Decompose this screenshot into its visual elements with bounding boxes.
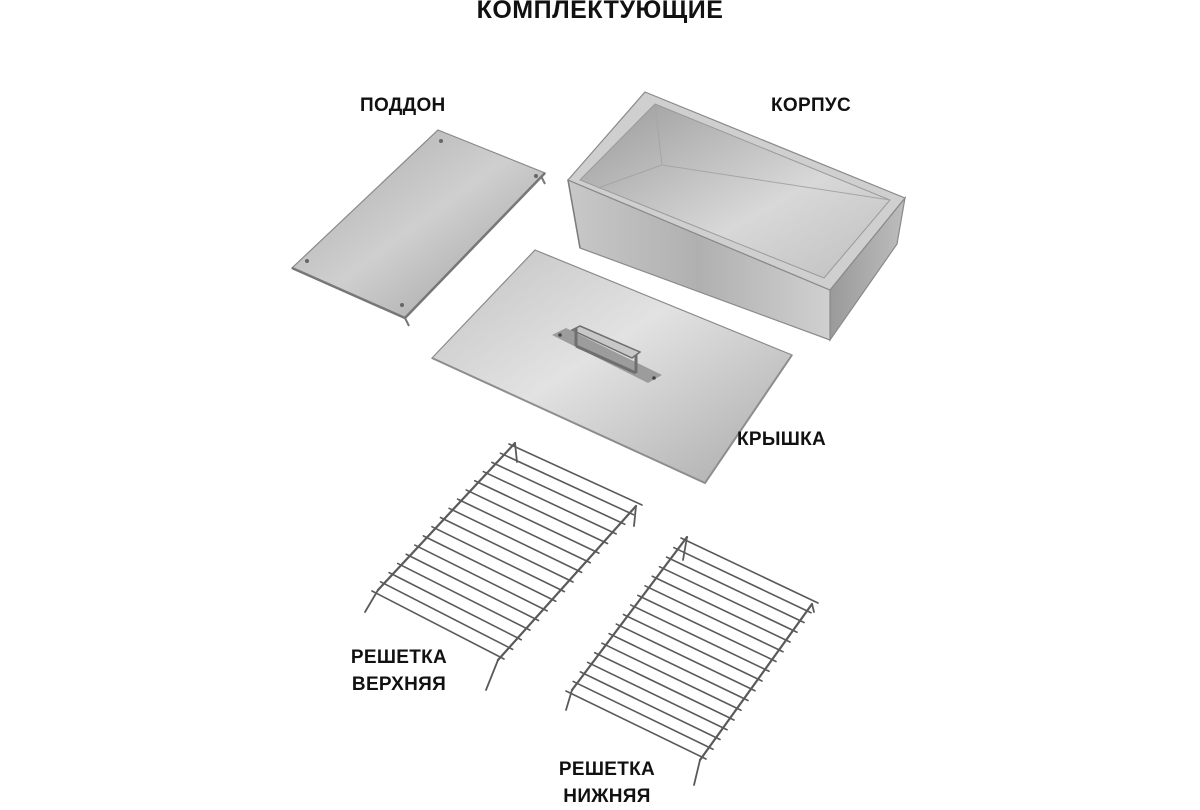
grate-wire — [486, 660, 498, 690]
grate-wire — [566, 691, 706, 759]
grate-bottom-illustration — [566, 537, 818, 785]
grate-wire — [624, 615, 763, 682]
grate-wire — [381, 582, 513, 650]
grate-wire — [483, 472, 616, 534]
grate-wire — [694, 760, 700, 785]
grate-wire — [638, 595, 776, 661]
grate-wire — [365, 590, 378, 612]
grate-wire — [492, 462, 625, 524]
grate-wire — [602, 643, 741, 710]
grate-bottom-label-line1: РЕШЕТКА — [558, 759, 656, 780]
grate-top-label-line2: ВЕРХНЯЯ — [351, 674, 447, 695]
grate-wire — [423, 536, 555, 601]
grate-wire — [595, 653, 734, 720]
grate-wire — [458, 499, 591, 563]
grate-wire — [573, 681, 713, 749]
grate-wire — [652, 576, 790, 642]
grate-wire — [674, 548, 811, 613]
tray-label: ПОДДОН — [360, 95, 446, 116]
grate-wire — [415, 545, 547, 611]
grate-wire — [700, 604, 812, 760]
grate-wire — [588, 662, 727, 729]
grate-wire — [572, 537, 687, 690]
grate-wire — [500, 453, 633, 514]
grate-wire — [631, 605, 769, 671]
grate-wire — [681, 538, 818, 603]
grate-wire — [389, 573, 521, 640]
grate-wire — [432, 527, 564, 592]
grate-wire — [475, 481, 608, 544]
body-label: КОРПУС — [771, 95, 852, 116]
grate-wire — [509, 444, 642, 505]
grate-wire — [441, 518, 574, 583]
grate-wire — [515, 443, 517, 462]
grate-top-label — [344, 644, 454, 698]
grate-wire — [616, 624, 755, 691]
grate-bottom-label — [552, 756, 662, 810]
grate-wire — [406, 554, 538, 620]
grate-wire — [398, 563, 530, 630]
page-title: КОМПЛЕКТУЮЩИЕ — [476, 0, 724, 24]
grate-wire — [645, 586, 783, 652]
grate-wire — [812, 604, 814, 612]
grate-wire — [667, 557, 804, 622]
grate-bottom-label-line2: НИЖНЯЯ — [563, 786, 651, 807]
grate-wire — [580, 672, 720, 740]
grate-top-label-line1: РЕШЕТКА — [350, 647, 448, 668]
grate-wire — [449, 508, 582, 572]
grate-wire — [466, 490, 599, 553]
grate-wire — [609, 634, 748, 701]
lid-label: КРЫШКА — [737, 429, 827, 450]
grate-wire — [659, 567, 797, 633]
